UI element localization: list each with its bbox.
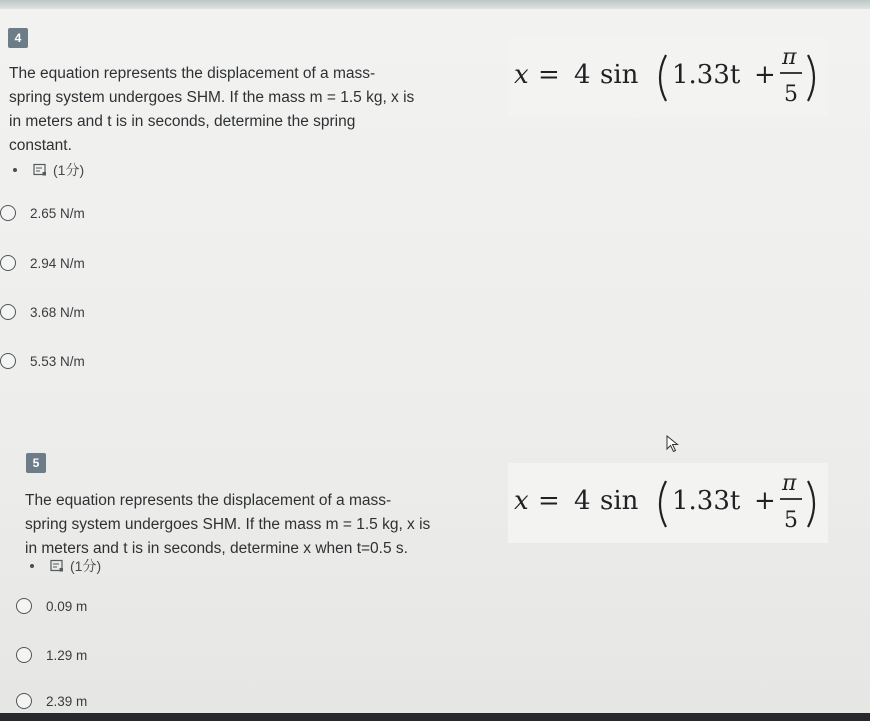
option-label: 3.68 N/m [30, 304, 85, 320]
bullet-dot [13, 168, 17, 172]
displacement-formula [508, 37, 828, 117]
formula-amplitude: 4 [574, 486, 591, 516]
radio-button[interactable] [16, 693, 32, 709]
formula-amplitude: 4 [574, 60, 591, 90]
formula-equals: = [538, 60, 560, 90]
formula-right-paren [808, 55, 814, 101]
formula-denominator: 5 [784, 508, 798, 533]
formula-argument: 1.33t [672, 486, 741, 516]
radio-button[interactable] [16, 598, 32, 614]
question-text-line: The equation represents the displacement of a mass- [25, 492, 392, 509]
radio-button[interactable] [0, 304, 16, 320]
answer-option[interactable] [0, 255, 85, 271]
question-text-line: The equation represents the displacement of a mass- [9, 65, 376, 82]
answer-option[interactable] [0, 304, 85, 320]
question-text-line: spring system undergoes SHM. If the mass m = 1.5 kg, x is [9, 89, 415, 106]
question-text-line: in meters and t is in seconds, determine the spring [9, 113, 356, 130]
radio-button[interactable] [16, 647, 32, 663]
formula-lhs: x [514, 486, 529, 516]
radio-button[interactable] [0, 255, 16, 271]
formula-plus: + [754, 486, 776, 516]
bullet-dot [30, 564, 34, 568]
question-score [13, 160, 84, 180]
question-text-line: spring system undergoes SHM. If the mass m = 1.5 kg, x is [25, 516, 431, 533]
answer-option[interactable] [0, 205, 85, 221]
option-label: 5.53 N/m [30, 353, 85, 369]
answer-option[interactable] [16, 647, 87, 663]
score-label: (1分) [53, 162, 85, 178]
formula-left-paren [660, 55, 666, 101]
question-text-line: in meters and t is in seconds, determine x when t=0.5 s. [25, 540, 408, 557]
formula-plus: + [754, 60, 776, 90]
radio-button[interactable] [0, 205, 16, 221]
mouse-pointer-icon [666, 435, 680, 453]
score-note-icon [50, 559, 64, 573]
formula-lhs: x [514, 60, 529, 90]
answer-option[interactable] [16, 598, 87, 614]
quiz-page [0, 9, 870, 713]
formula-function: sin [600, 60, 639, 90]
score-note-icon [33, 163, 47, 177]
option-label: 2.39 m [46, 693, 88, 709]
question-number-badge: 5 [26, 453, 46, 473]
displacement-formula [508, 463, 828, 543]
question-score [30, 556, 101, 576]
formula-denominator: 5 [784, 82, 798, 107]
formula-left-paren [660, 481, 666, 527]
formula-right-paren [808, 481, 814, 527]
radio-button[interactable] [0, 353, 16, 369]
option-label: 0.09 m [46, 598, 88, 614]
formula-argument: 1.33t [672, 60, 741, 90]
formula-equals: = [538, 486, 560, 516]
option-label: 2.65 N/m [30, 205, 85, 221]
taskbar-strip [0, 713, 870, 721]
score-label: (1分) [70, 558, 102, 574]
question-text [9, 62, 479, 158]
formula-numerator: π [782, 45, 797, 70]
question-text [25, 489, 495, 561]
formula-numerator: π [782, 471, 797, 496]
option-label: 2.94 N/m [30, 255, 85, 271]
formula-function: sin [600, 486, 639, 516]
answer-option[interactable] [0, 353, 85, 369]
option-label: 1.29 m [46, 647, 88, 663]
question-number-badge: 4 [8, 28, 28, 48]
answer-option[interactable] [16, 693, 87, 709]
question-text-line: constant. [9, 137, 72, 154]
browser-top-strip [0, 0, 870, 9]
